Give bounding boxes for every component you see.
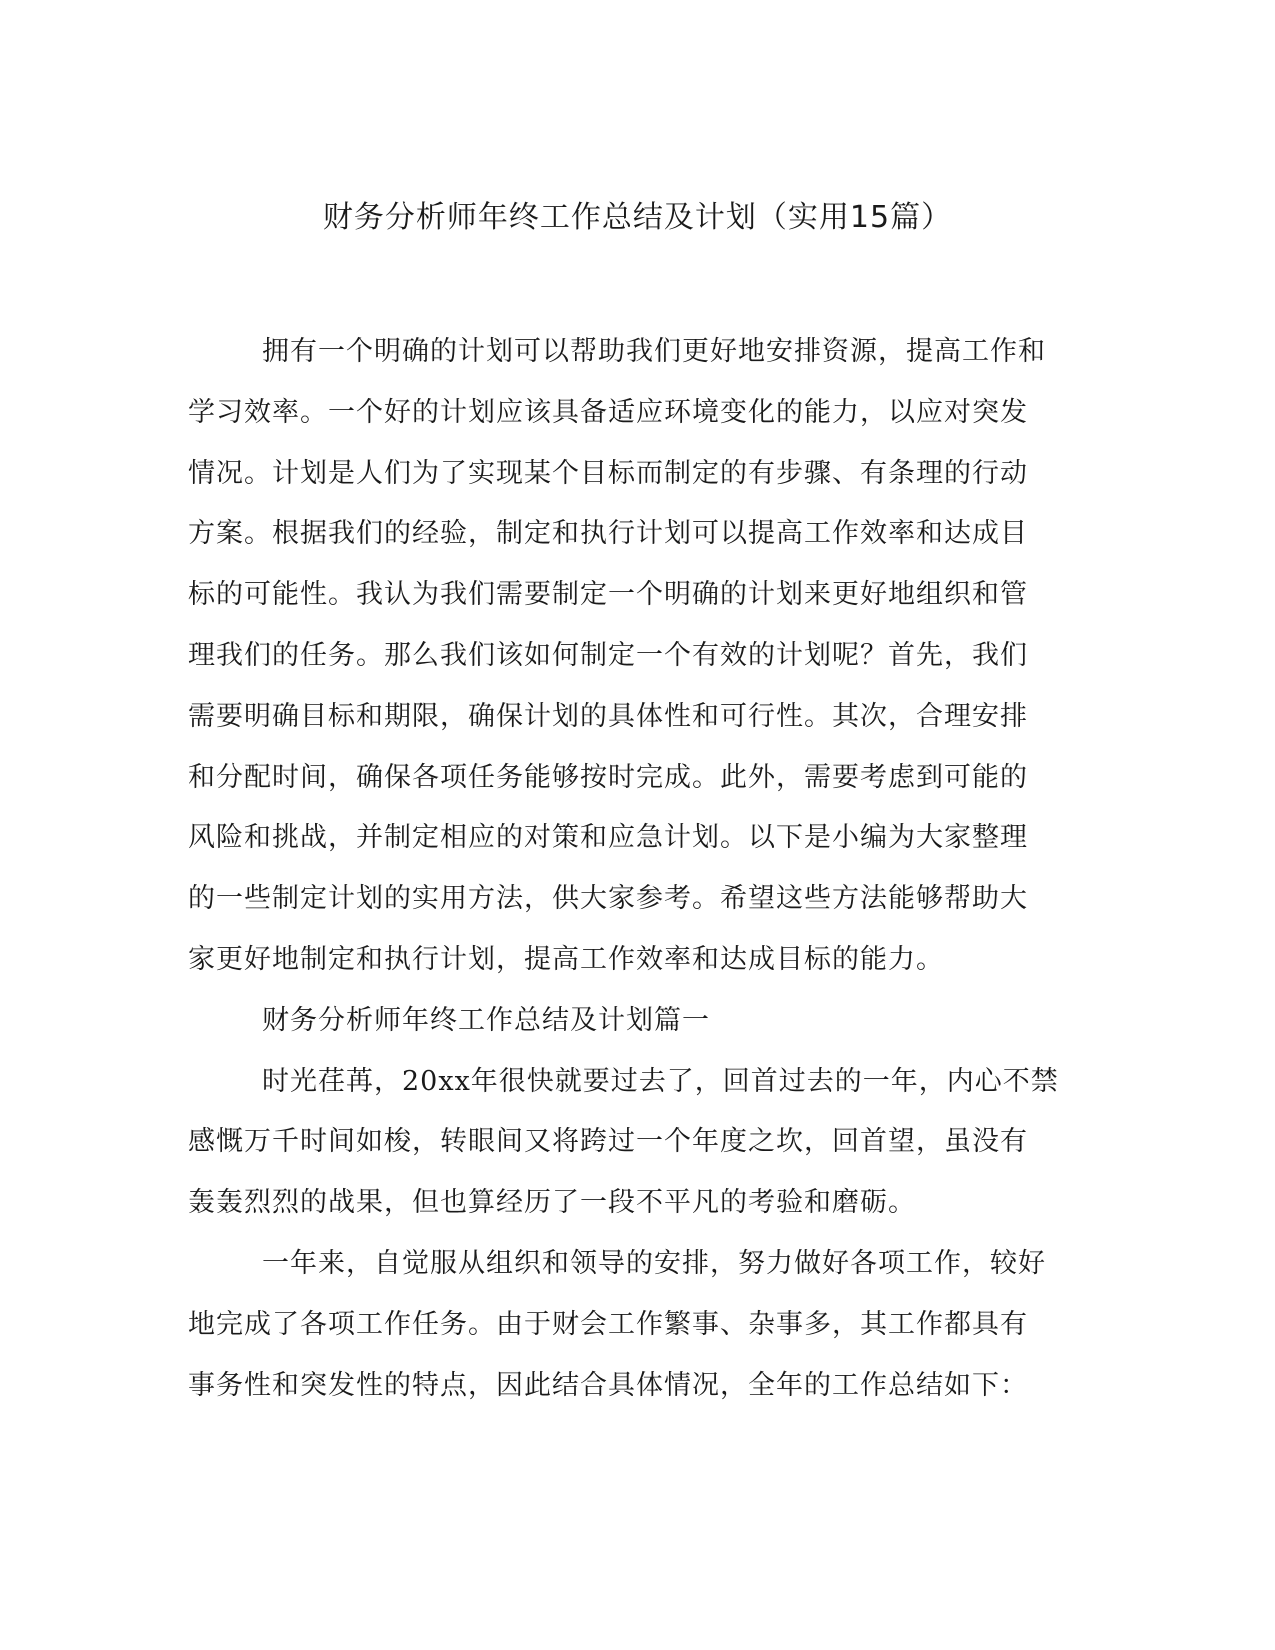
document-title: 财务分析师年终工作总结及计划（实用15篇） [322, 200, 953, 235]
paragraph-line: 地完成了各项工作任务。由于财会工作繁事、杂事多，其工作都具有 [188, 1308, 1028, 1340]
paragraph-line: 理我们的任务。那么我们该如何制定一个有效的计划呢？首先，我们 [188, 639, 1028, 671]
paragraph-line: 和分配时间，确保各项任务能够按时完成。此外，需要考虑到可能的 [188, 761, 1028, 793]
paragraph-line: 需要明确目标和期限，确保计划的具体性和可行性。其次，合理安排 [188, 700, 1028, 732]
paragraph-line: 的一些制定计划的实用方法，供大家参考。希望这些方法能够帮助大 [188, 883, 1028, 915]
paragraph-line: 轰轰烈烈的战果，但也算经历了一段不平凡的考验和磨砺。 [188, 1187, 916, 1219]
paragraph-line: 一年来，自觉服从组织和领导的安排，努力做好各项工作，较好 [262, 1247, 1046, 1279]
paragraph-line: 方案。根据我们的经验，制定和执行计划可以提高工作效率和达成目 [188, 518, 1028, 550]
paragraph-line: 事务性和突发性的特点，因此结合具体情况，全年的工作总结如下： [188, 1369, 1028, 1401]
paragraph-line: 感慨万千时间如梭，转眼间又将跨过一个年度之坎，回首望，虽没有 [188, 1126, 1028, 1158]
document-body [188, 322, 1080, 1416]
paragraph-line: 时光荏苒，20xx年很快就要过去了，回首过去的一年，内心不禁 [262, 1065, 1059, 1097]
paragraph-line: 学习效率。一个好的计划应该具备适应环境变化的能力，以应对突发 [188, 396, 1028, 428]
paragraph-line: 情况。计划是人们为了实现某个目标而制定的有步骤、有条理的行动 [188, 457, 1028, 489]
paragraph-line: 家更好地制定和执行计划，提高工作效率和达成目标的能力。 [188, 943, 944, 975]
paragraph-line: 拥有一个明确的计划可以帮助我们更好地安排资源，提高工作和 [262, 336, 1046, 367]
section-heading: 财务分析师年终工作总结及计划篇一 [262, 1004, 710, 1036]
paragraph-line: 风险和挑战，并制定相应的对策和应急计划。以下是小编为大家整理 [188, 822, 1028, 854]
paragraph-line: 标的可能性。我认为我们需要制定一个明确的计划来更好地组织和管 [188, 579, 1028, 611]
